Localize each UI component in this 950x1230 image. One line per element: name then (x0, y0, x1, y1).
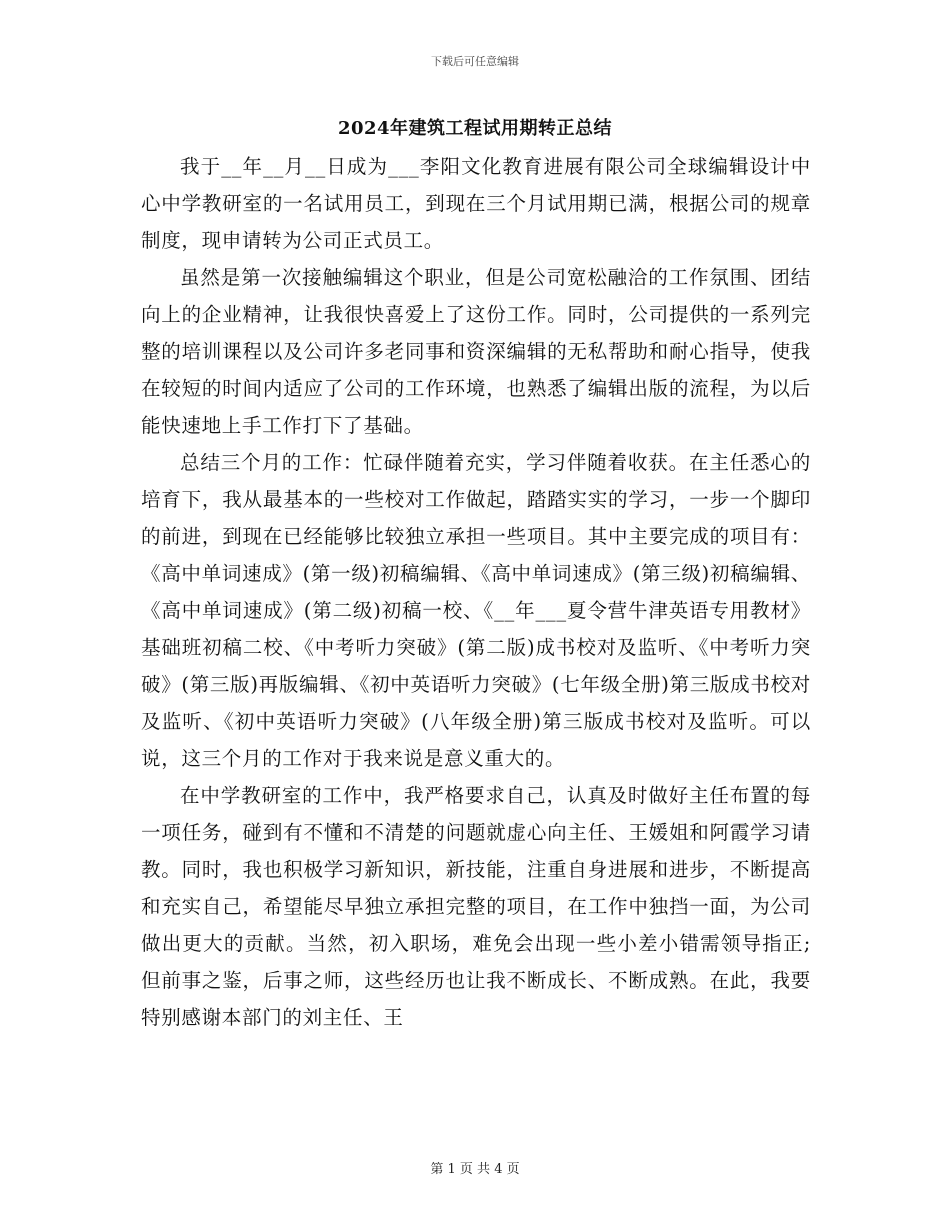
paragraph: 总结三个月的工作：忙碌伴随着充实，学习伴随着收获。在主任悉心的培育下，我从最基本的一些校对工作做起，踏踏实实的学习，一步一个脚印的前进，到现在已经能够比较独立承担一些项目。其中主要完成的项目有：《高中单词速成》(第一级)初稿编辑、《高中单词速成》(第三级)初稿编辑、《高中单词速成》(第二级)初稿一校、《__年___夏令营牛津英语专用教材》基础班初稿二校、《中考听力突破》(第二版)成书校对及监听、《中考听力突破》(第三版)再版编辑、《初中英语听力突破》(七年级全册)第三版成书校对及监听、《初中英语听力突破》(八年级全册)第三版成书校对及监听。可以说，这三个月的工作对于我来说是意义重大的。 (141, 451, 811, 770)
document-body (141, 148, 811, 1036)
paragraph: 虽然是第一次接触编辑这个职业，但是公司宽松融洽的工作氛围、团结向上的企业精神，让我很快喜爱上了这份工作。同时，公司提供的一系列完整的培训课程以及公司许多老同事和资深编辑的无私帮助和耐心指导，使我在较短的时间内适应了公司的工作环境，也熟悉了编辑出版的流程，为以后能快速地上手工作打下了基础。 (141, 266, 811, 437)
paragraph: 在中学教研室的工作中，我严格要求自己，认真及时做好主任布置的每一项任务，碰到有不懂和不清楚的问题就虚心向主任、王媛姐和阿霞学习请教。同时，我也积极学习新知识，新技能，注重自身进展和进步，不断提高和充实自己，希望能尽早独立承担完整的项目，在工作中独挡一面，为公司做出更大的贡献。当然，初入职场，难免会出现一些小差小错需领导指正;但前事之鉴，后事之师，这些经历也让我不断成长、不断成熟。在此，我要特别感谢本部门的刘主任、王 (141, 784, 811, 1029)
paragraph: 我于__年__月__日成为___李阳文化教育进展有限公司全球编辑设计中心中学教研室的一名试用员工，到现在三个月试用期已满，根据公司的规章制度，现申请转为公司正式员工。 (141, 155, 811, 252)
page-footer: 第 1 页 共 4 页 (430, 1162, 520, 1177)
header-note: 下载后可任意编辑 (431, 55, 519, 68)
document-title: 2024年建筑工程试用期转正总结 (337, 118, 613, 139)
